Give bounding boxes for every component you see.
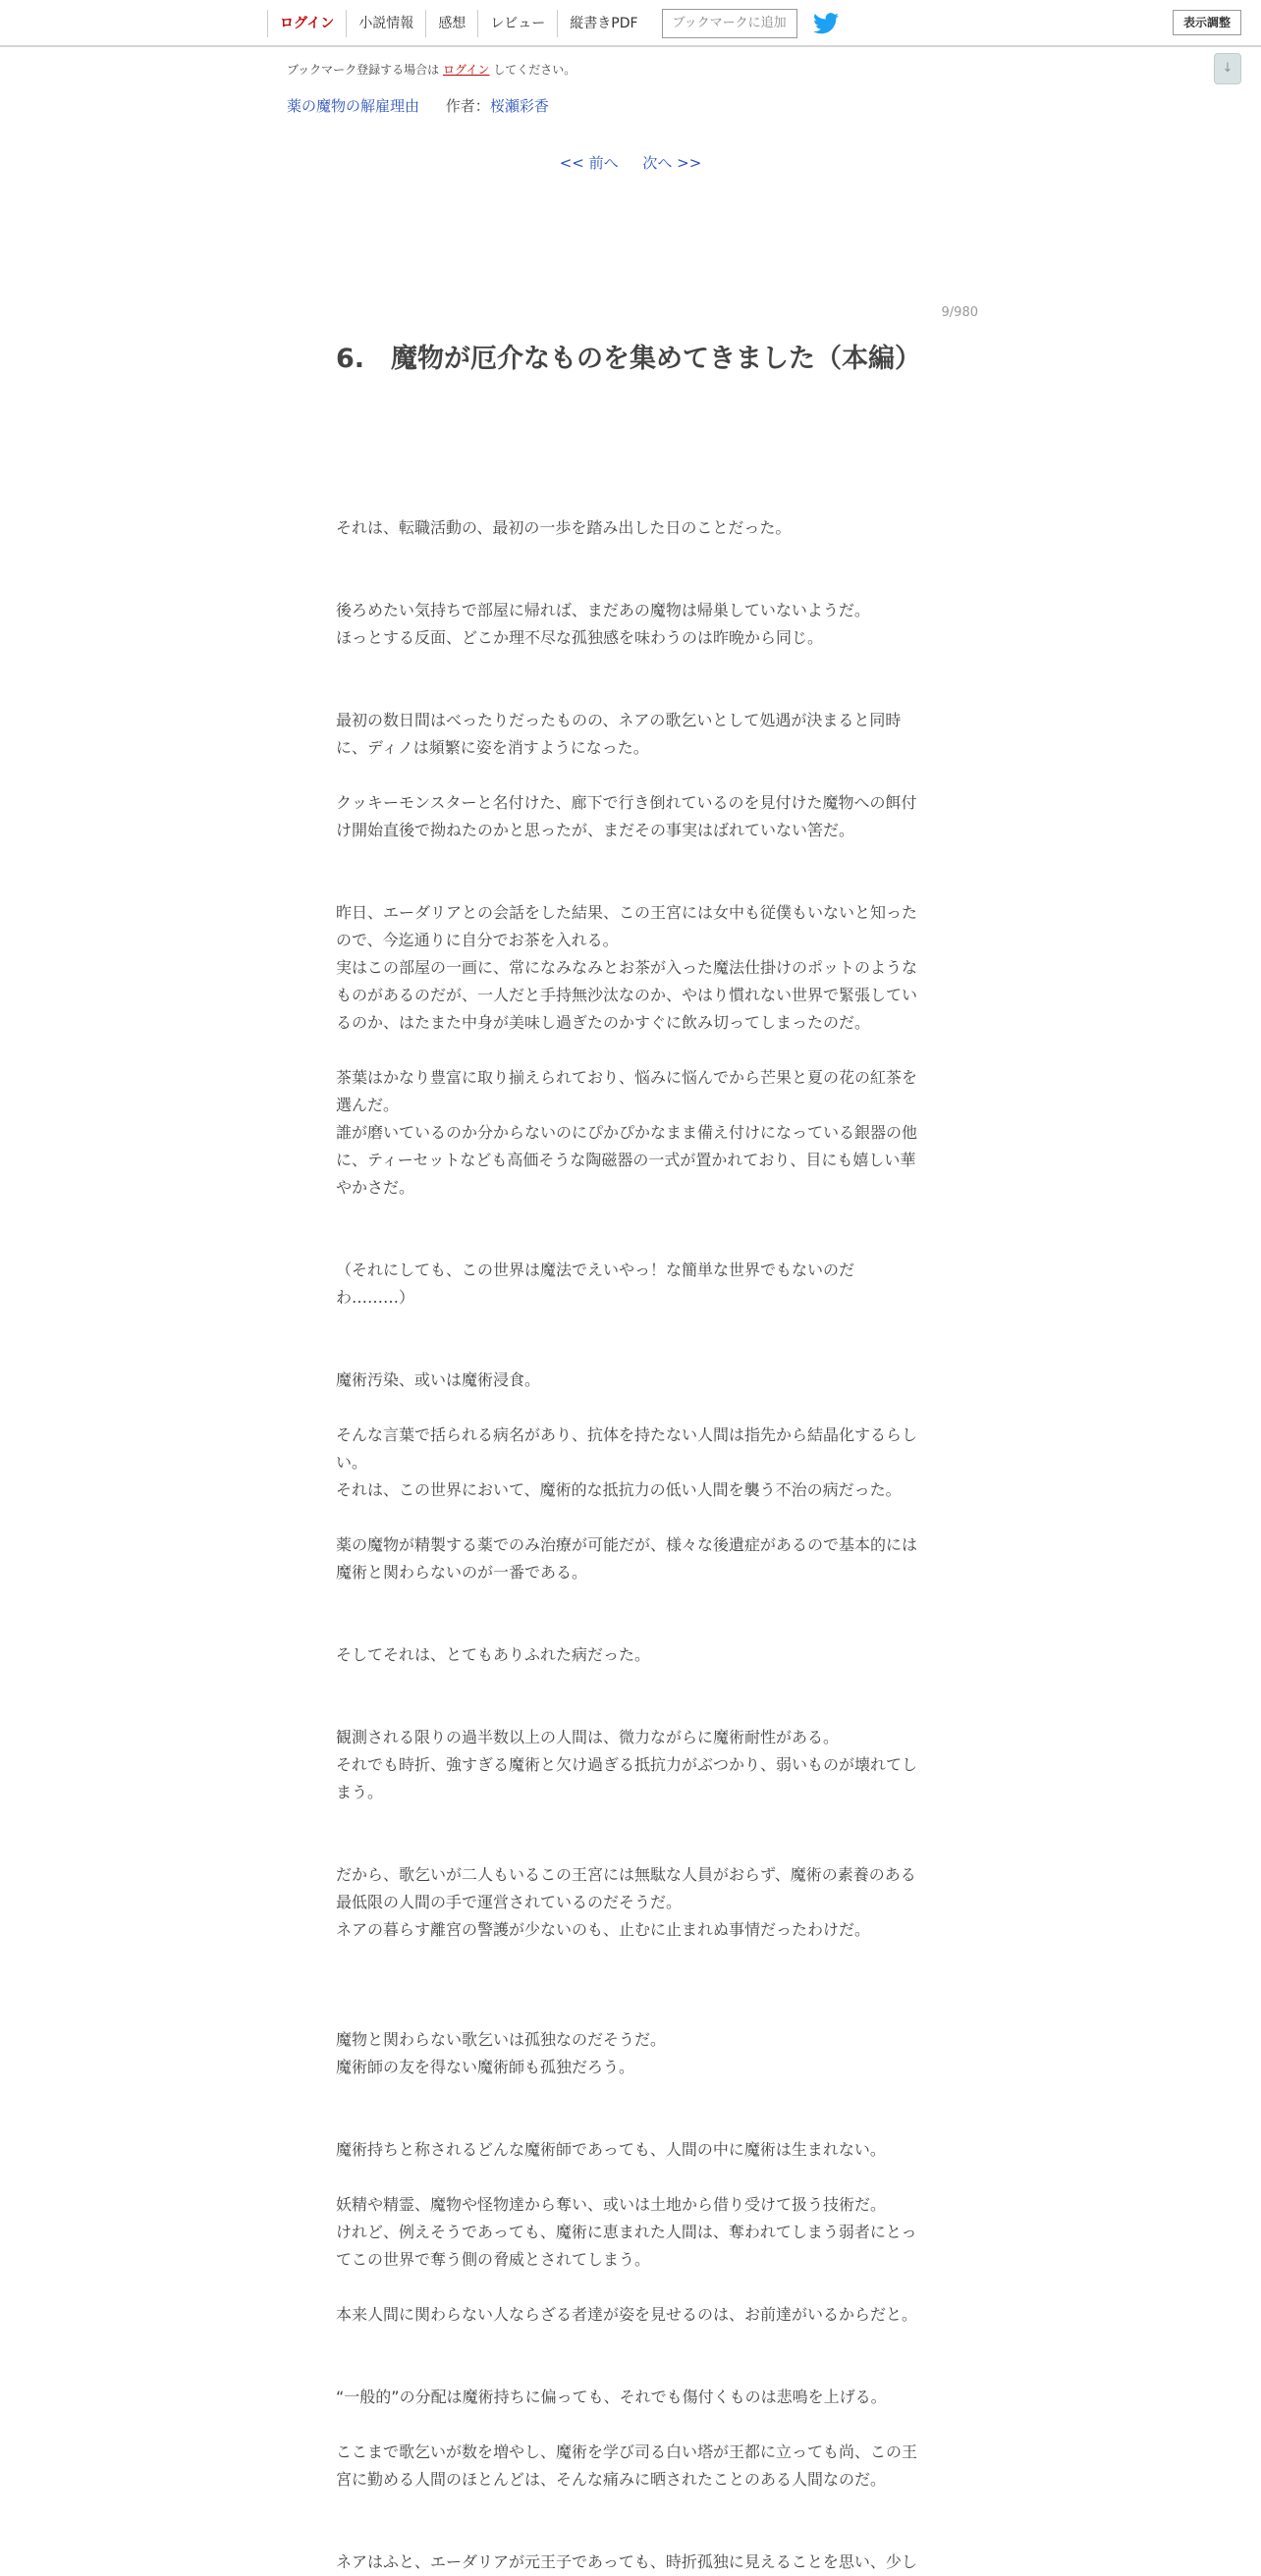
body-paragraph bbox=[336, 1339, 925, 1367]
body-paragraph: ネアはふと、エーダリアが元王子であっても、時折孤独に見えることを思い、少し bbox=[336, 2552, 917, 2571]
body-paragraph bbox=[336, 1971, 925, 1999]
novel-title-link[interactable]: 薬の魔物の解雇理由 bbox=[287, 97, 420, 115]
body-paragraph: 観測される限りの過半数以上の人間は、微力ながらに魔術耐性がある。 bbox=[336, 1728, 840, 1746]
body-paragraph bbox=[336, 1394, 925, 1422]
body-paragraph: 茶葉はかなり豊富に取り揃えられており、悩みに悩んでから芒果と夏の花の紅茶を bbox=[336, 1068, 918, 1087]
body-paragraph: けれど、例えそうであっても、魔術に恵まれた人間は、奪われてしまう弱者にとっ bbox=[336, 2223, 917, 2241]
nav-impressions[interactable]: 感想 bbox=[425, 10, 477, 37]
nav-review[interactable]: レビュー bbox=[477, 10, 557, 37]
body-paragraph bbox=[336, 2164, 925, 2191]
body-paragraph bbox=[336, 1944, 925, 1971]
body-paragraph: 最低限の人間の手で運営されているのだそうだ。 bbox=[336, 1893, 683, 1911]
body-paragraph: 魔術持ちと称されるどんな魔術師であっても、人間の中に魔術は生まれない。 bbox=[336, 2140, 886, 2159]
body-paragraph bbox=[336, 679, 925, 707]
novel-info-line bbox=[287, 95, 549, 116]
body-paragraph: い。 bbox=[336, 1453, 368, 1472]
body-paragraph: てこの世界で奪う側の脅威とされてしまう。 bbox=[336, 2250, 651, 2269]
body-paragraph bbox=[336, 2356, 925, 2384]
add-bookmark-button[interactable]: ブックマークに追加 bbox=[662, 9, 797, 38]
body-paragraph bbox=[336, 2494, 925, 2521]
body-paragraph bbox=[336, 1037, 925, 1064]
body-paragraph bbox=[336, 844, 925, 872]
body-paragraph: そんな言葉で括られる病名があり、抗体を持たない人間は指先から結晶化するらし bbox=[336, 1425, 918, 1444]
body-paragraph: 選んだ。 bbox=[336, 1096, 400, 1114]
body-paragraph: 魔術汚染、或いは魔術浸食。 bbox=[336, 1370, 541, 1389]
body-paragraph: ので、今迄通りに自分でお茶を入れる。 bbox=[336, 931, 619, 949]
body-paragraph: 妖精や精霊、魔物や怪物達から奪い、或いは土地から借り受けて扱う技術だ。 bbox=[336, 2195, 887, 2214]
notice-login-link[interactable]: ログイン bbox=[443, 63, 490, 77]
body-paragraph bbox=[336, 1669, 925, 1696]
episode-number: 9/980 bbox=[941, 305, 978, 320]
body-paragraph: ここまで歌乞いが数を増やし、魔術を学び司る白い塔が王都に立っても尚、この王 bbox=[336, 2442, 918, 2461]
body-paragraph: 後ろめたい気持ちで部屋に帰れば、まだあの魔物は帰巣していないようだ。 bbox=[336, 601, 870, 619]
body-paragraph: 魔術師の友を得ない魔術師も孤独だろう。 bbox=[336, 2058, 635, 2076]
twitter-icon[interactable] bbox=[813, 13, 839, 34]
body-paragraph: それは、転職活動の、最初の一歩を踏み出した日のことだった。 bbox=[336, 518, 792, 537]
body-paragraph: クッキーモンスターと名付けた、廊下で行き倒れているのを見付けた魔物への餌付 bbox=[336, 793, 917, 812]
body-paragraph bbox=[336, 872, 925, 899]
body-paragraph bbox=[336, 2274, 925, 2301]
body-paragraph: 魔物と関わらない歌乞いは孤独なのだそうだ。 bbox=[336, 2030, 667, 2049]
notice-text-after: してください。 bbox=[493, 63, 576, 77]
top-navigation-bar bbox=[0, 0, 1261, 47]
body-paragraph: け開始直後で拗ねたのかと思ったが、まだその事実はばれていない筈だ。 bbox=[336, 821, 855, 839]
body-paragraph: それでも時折、強すぎる魔術と欠け過ぎる抵抗力がぶつかり、弱いものが壊れてし bbox=[336, 1755, 918, 1774]
prev-episode-link[interactable]: << 前へ bbox=[559, 154, 619, 172]
body-paragraph bbox=[336, 2411, 925, 2439]
display-settings-button[interactable]: 表示調整 bbox=[1173, 10, 1241, 35]
episode-pager bbox=[0, 152, 1261, 173]
body-paragraph bbox=[336, 1999, 925, 2026]
body-paragraph: ネアの暮らす離宮の警護が少ないのも、止むに止まれぬ事情だったわけだ。 bbox=[336, 1920, 871, 1939]
body-paragraph bbox=[336, 2329, 925, 2356]
body-paragraph: ものがあるのだが、一人だと手持無沙汰なのか、やはり慣れない世界で緊張してい bbox=[336, 986, 918, 1004]
author-link[interactable]: 桜瀬彩香 bbox=[489, 97, 549, 115]
body-paragraph bbox=[336, 1834, 925, 1861]
body-paragraph: わ………） bbox=[336, 1288, 415, 1307]
body-paragraph: に、ティーセットなども高価そうな陶磁器の一式が置かれており、目にも嬉しい華 bbox=[336, 1151, 916, 1169]
body-paragraph bbox=[336, 2521, 925, 2549]
body-paragraph bbox=[336, 762, 925, 789]
body-paragraph bbox=[336, 542, 925, 569]
nav-vertical-pdf[interactable]: 縦書きPDF bbox=[557, 10, 649, 37]
body-paragraph bbox=[336, 487, 925, 514]
body-paragraph: まう。 bbox=[336, 1783, 384, 1801]
body-paragraph bbox=[336, 569, 925, 597]
body-paragraph: やかさだ。 bbox=[336, 1178, 415, 1197]
body-paragraph bbox=[336, 2081, 925, 2109]
novel-body-text bbox=[336, 459, 925, 2576]
body-paragraph bbox=[336, 1586, 925, 1614]
main-nav bbox=[267, 0, 839, 47]
body-paragraph: そしてそれは、とてもありふれた病だった。 bbox=[336, 1645, 651, 1664]
body-paragraph: 昨日、エーダリアとの会話をした結果、この王宮には女中も従僕もいないと知った bbox=[336, 903, 918, 922]
body-paragraph bbox=[336, 1202, 925, 1229]
body-paragraph: ほっとする反面、どこか理不尽な孤独感を味わうのは昨晩から同じ。 bbox=[336, 628, 824, 647]
body-paragraph bbox=[336, 1806, 925, 1834]
chapter-title: 6. 魔物が厄介なものを集めてきました（本編） bbox=[336, 344, 922, 374]
body-paragraph: （それにしても、この世界は魔法でえいやっ！な簡単な世界でもないのだ bbox=[336, 1261, 855, 1279]
nav-login[interactable]: ログイン bbox=[267, 10, 346, 37]
body-paragraph: “一般的”の分配は魔術持ちに偏っても、それでも傷付くものは悲鳴を上げる。 bbox=[336, 2388, 887, 2406]
body-paragraph bbox=[336, 1312, 925, 1339]
body-paragraph: 宮に勤める人間のほとんどは、そんな痛みに晒されたことのある人間なのだ。 bbox=[336, 2470, 887, 2489]
body-paragraph: 本来人間に関わらない人ならざる者達が姿を見せるのは、お前達がいるからだと。 bbox=[336, 2305, 918, 2324]
body-paragraph: 薬の魔物が精製する薬でのみ治療が可能だが、様々な後遺症があるので基本的には bbox=[336, 1535, 918, 1554]
login-notice bbox=[287, 61, 576, 78]
body-paragraph bbox=[336, 1504, 925, 1531]
notice-text-before: ブックマーク登録する場合は bbox=[287, 63, 440, 77]
nav-novel-info[interactable]: 小説情報 bbox=[346, 10, 425, 37]
body-paragraph bbox=[336, 1229, 925, 1257]
body-paragraph: 最初の数日間はべったりだったものの、ネアの歌乞いとして処遇が決まると同時 bbox=[336, 711, 902, 729]
body-paragraph: 実はこの部屋の一画に、常になみなみとお茶が入った魔法仕掛けのポットのような bbox=[336, 958, 918, 977]
body-paragraph: るのか、はたまた中身が美味し過ぎたのかすぐに飲み切ってしまったのだ。 bbox=[336, 1013, 871, 1032]
next-episode-link[interactable]: 次へ >> bbox=[642, 154, 702, 172]
scroll-down-button[interactable]: ↓ bbox=[1214, 53, 1241, 84]
body-paragraph: 魔術と関わらないのが一番である。 bbox=[336, 1563, 588, 1582]
body-paragraph bbox=[336, 652, 925, 679]
body-paragraph: それは、この世界において、魔術的な抵抗力の低い人間を襲う不治の病だった。 bbox=[336, 1480, 902, 1499]
body-paragraph: 誰が磨いているのか分からないのにぴかぴかなまま備え付けになっている銀器の他 bbox=[336, 1123, 918, 1142]
body-paragraph: に、ディノは頻繁に姿を消すようになった。 bbox=[336, 738, 649, 757]
body-paragraph: だから、歌乞いが二人もいるこの王宮には無駄な人員がおらず、魔術の素養のある bbox=[336, 1865, 916, 1884]
body-paragraph bbox=[336, 1696, 925, 1724]
body-paragraph bbox=[336, 1614, 925, 1641]
author-label: 作者： bbox=[445, 97, 490, 115]
body-paragraph bbox=[336, 2109, 925, 2136]
body-paragraph bbox=[336, 459, 925, 487]
